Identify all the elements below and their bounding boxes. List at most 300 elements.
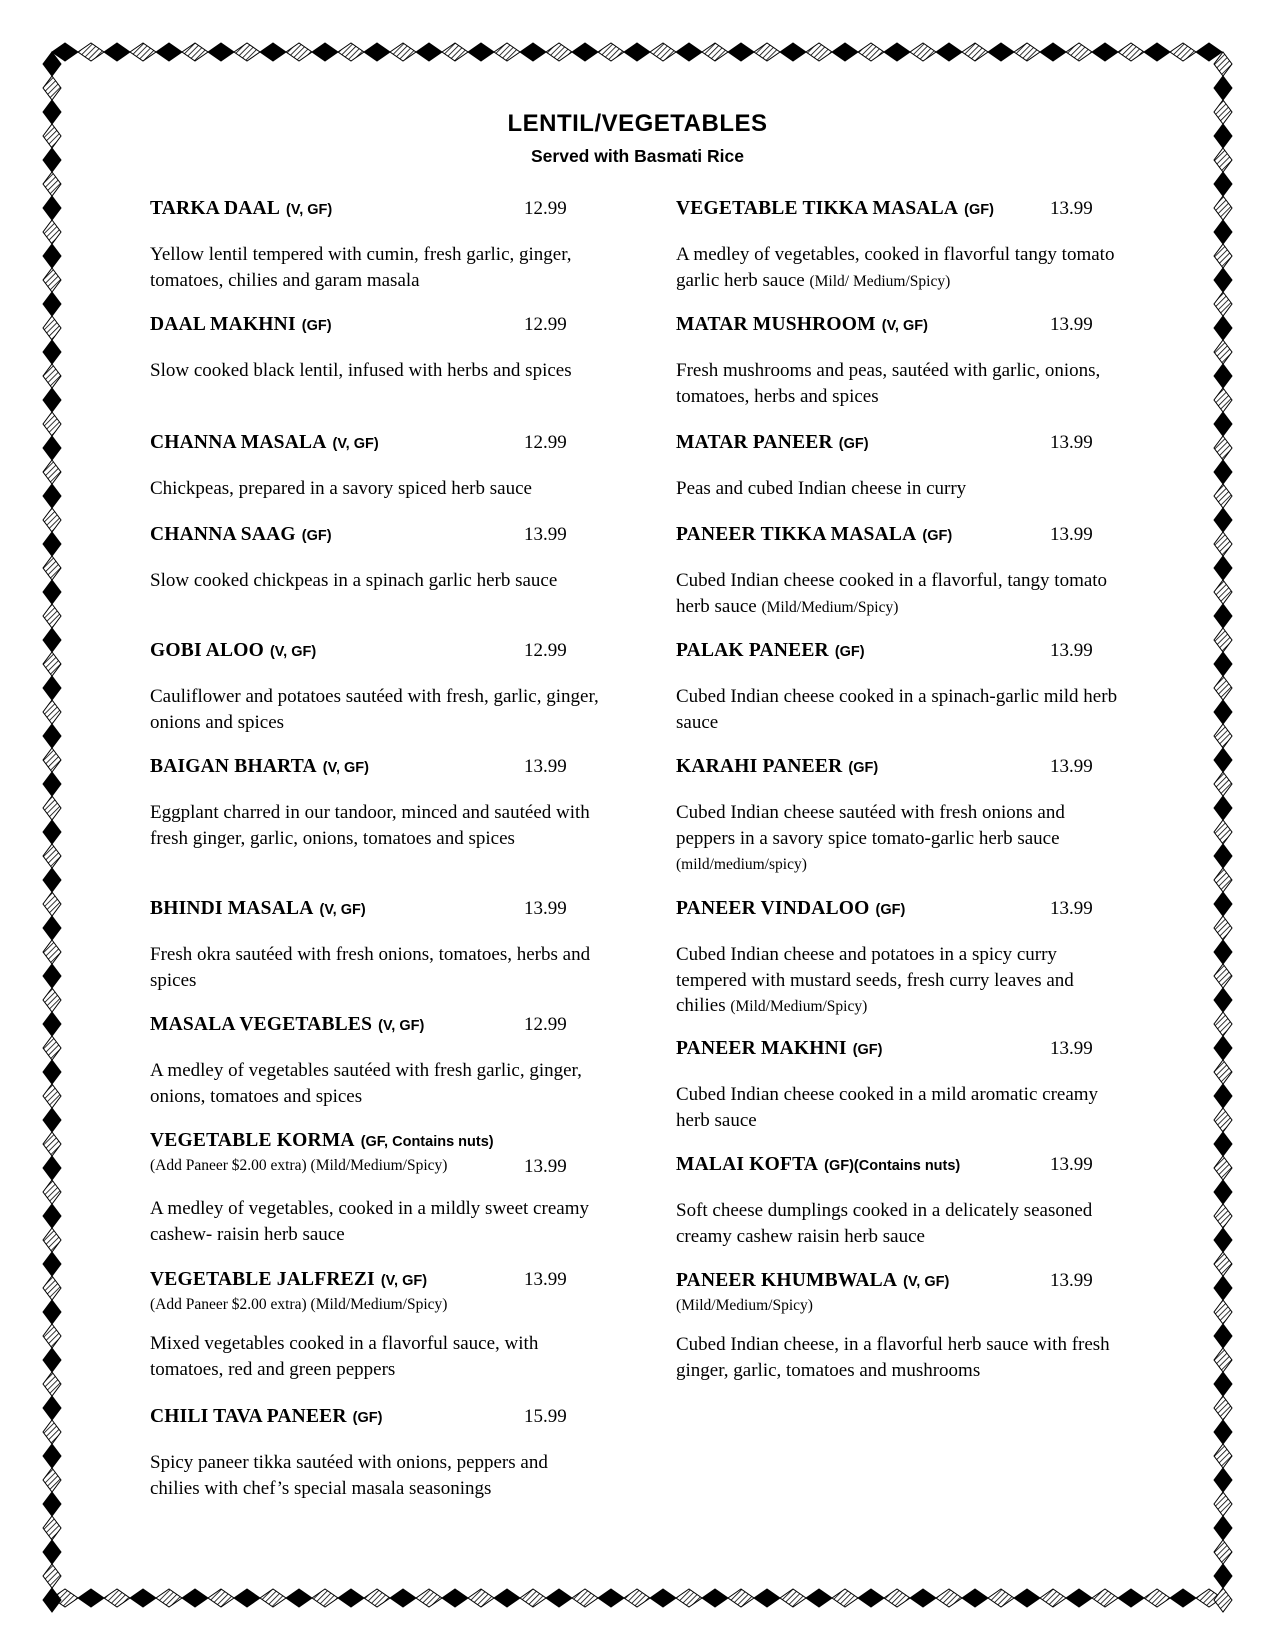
border-segment — [1214, 244, 1232, 268]
item-name: CHANNA MASALA — [150, 432, 327, 453]
border-segment — [1214, 1108, 1232, 1132]
border-segment — [1214, 1492, 1232, 1516]
border-segment — [676, 1589, 702, 1607]
border-segment — [43, 508, 61, 532]
border-segment — [1214, 1180, 1232, 1204]
border-segment — [1092, 43, 1118, 61]
border-segment — [754, 1589, 780, 1607]
border-segment — [43, 556, 61, 580]
border-segment — [130, 1589, 156, 1607]
border-segment — [1170, 43, 1196, 61]
item-price: 13.99 — [1050, 432, 1093, 453]
border-segment — [43, 316, 61, 340]
border-segment — [43, 1444, 61, 1468]
border-segment — [312, 43, 338, 61]
menu-item — [676, 756, 1128, 878]
border-segment — [416, 1589, 442, 1607]
border-segment — [43, 1540, 61, 1564]
item-description — [676, 242, 1128, 294]
menu-item — [676, 432, 1128, 502]
item-description-text: A medley of vegetables, cooked in flavorful tangy tomato garlic herb sauce — [676, 244, 1115, 291]
item-price: 13.99 — [1050, 1154, 1093, 1175]
border-segment — [1214, 1060, 1232, 1084]
item-name: CHILI TAVA PANEER — [150, 1406, 347, 1427]
border-segment — [78, 1589, 104, 1607]
menu-item — [676, 1154, 1128, 1249]
item-description-text: Cubed Indian cheese cooked in a flavorful, tangy tomato herb sauce — [676, 570, 1108, 617]
border-segment — [1214, 532, 1232, 556]
border-segment — [43, 1012, 61, 1036]
border-segment — [1214, 964, 1232, 988]
border-segment — [1214, 1300, 1232, 1324]
border-segment — [780, 1589, 806, 1607]
border-segment — [43, 412, 61, 436]
border-segment — [43, 1420, 61, 1444]
item-name: VEGETABLE TIKKA MASALA — [676, 198, 959, 219]
border-segment — [43, 844, 61, 868]
item-price: 12.99 — [524, 314, 567, 335]
item-tag: (GF) — [838, 436, 869, 452]
border-segment — [1214, 676, 1232, 700]
border-segment — [1214, 1276, 1232, 1300]
item-name: PANEER MAKHNI — [676, 1038, 847, 1059]
border-segment — [1214, 388, 1232, 412]
border-segment — [806, 1589, 832, 1607]
border-segment — [1214, 1204, 1232, 1228]
border-segment — [1214, 196, 1232, 220]
border-segment — [156, 1589, 182, 1607]
border-segment — [1214, 1516, 1232, 1540]
border-segment — [754, 43, 780, 61]
border-segment — [43, 1588, 61, 1612]
border-segment — [806, 43, 832, 61]
border-segment — [1214, 748, 1232, 772]
border-segment — [702, 43, 728, 61]
item-tag: (V, GF) — [322, 760, 369, 776]
item-price: 13.99 — [524, 524, 567, 545]
border-segment — [1144, 43, 1170, 61]
border-segment — [702, 1589, 728, 1607]
border-segment — [43, 724, 61, 748]
border-segment — [598, 1589, 624, 1607]
item-tag: (V, GF) — [269, 644, 317, 660]
item-tag: (V, GF) — [378, 1018, 425, 1034]
border-segment — [43, 892, 61, 916]
border-segment — [910, 43, 936, 61]
border-segment — [1214, 628, 1232, 652]
item-tag: (GF) — [964, 202, 994, 218]
border-segment — [1214, 1396, 1232, 1420]
menu-item — [150, 756, 602, 851]
menu-item — [150, 1269, 602, 1382]
border-segment — [1214, 1012, 1232, 1036]
border-segment — [1214, 724, 1232, 748]
border-segment — [1214, 1132, 1232, 1156]
item-description: Slow cooked chickpeas in a spinach garlic herb sauce — [150, 570, 558, 591]
item-description: Cubed Indian cheese cooked in a mild aromatic creamy herb sauce — [676, 1084, 1099, 1131]
border-segment — [43, 1180, 61, 1204]
item-price: 13.99 — [1050, 1038, 1093, 1059]
border-segment — [260, 43, 286, 61]
border-segment — [43, 748, 61, 772]
border-segment — [43, 172, 61, 196]
item-description: Mixed vegetables cooked in a flavorful sauce, with tomatoes, red and green peppers — [150, 1333, 539, 1380]
item-description — [676, 800, 1128, 878]
spice-level-note: (mild/medium/spicy) — [676, 856, 807, 873]
border-segment — [390, 43, 416, 61]
item-name: PANEER VINDALOO — [676, 898, 870, 919]
border-segment — [936, 43, 962, 61]
border-segment — [286, 43, 312, 61]
border-segment — [234, 43, 260, 61]
border-segment — [43, 1372, 61, 1396]
border-segment — [1214, 1084, 1232, 1108]
menu-item — [676, 640, 1128, 735]
page-title: LENTIL/VEGETABLES — [507, 110, 768, 137]
border-segment — [780, 43, 806, 61]
border-segment — [520, 43, 546, 61]
item-description: Soft cheese dumplings cooked in a delicately seasoned creamy cashew raisin herb sauce — [676, 1200, 1093, 1247]
border-segment — [43, 364, 61, 388]
border-segment — [936, 1589, 962, 1607]
border-segment — [43, 868, 61, 892]
border-segment — [43, 460, 61, 484]
border-segment — [1214, 1540, 1232, 1564]
border-segment — [1214, 436, 1232, 460]
item-price: 13.99 — [1050, 314, 1093, 335]
menu-item — [676, 524, 1128, 620]
border-segment — [260, 1589, 286, 1607]
menu-item — [676, 198, 1128, 294]
border-segment — [858, 1589, 884, 1607]
border-segment — [1214, 76, 1232, 100]
border-segment — [43, 292, 61, 316]
border-segment — [1214, 652, 1232, 676]
menu-item — [150, 198, 602, 293]
item-description: Eggplant charred in our tandoor, minced and sautéed with fresh ginger, garlic, onions, tomatoes and spices — [150, 802, 590, 849]
border-segment — [43, 916, 61, 940]
border-segment — [1214, 1156, 1232, 1180]
item-description: Cubed Indian cheese cooked in a spinach-garlic mild herb sauce — [676, 686, 1118, 733]
border-segment — [546, 43, 572, 61]
border-segment — [1214, 700, 1232, 724]
item-description-text: Cubed Indian cheese and potatoes in a spicy curry tempered with mustard seeds, fresh curry leaves and chilies — [676, 944, 1074, 1016]
item-description-text: Cubed Indian cheese sautéed with fresh onions and peppers in a savory spice tomato-garlic herb sauce — [676, 802, 1065, 849]
border-segment — [234, 1589, 260, 1607]
border-segment — [1214, 1588, 1232, 1612]
border-segment — [1214, 556, 1232, 580]
border-segment — [832, 1589, 858, 1607]
menu-item — [676, 1270, 1128, 1383]
spice-level-note: (Mild/Medium/Spicy) — [730, 998, 868, 1015]
border-segment — [1118, 43, 1144, 61]
item-note: (Add Paneer $2.00 extra) (Mild/Medium/Spicy) — [150, 1157, 448, 1174]
spice-level-note: (Mild/ Medium/Spicy) — [809, 272, 951, 290]
menu-item — [150, 640, 602, 735]
border-segment — [208, 1589, 234, 1607]
item-price: 12.99 — [524, 1014, 567, 1035]
border-segment — [43, 1348, 61, 1372]
item-tag: (V, GF) — [319, 902, 366, 918]
border-segment — [676, 43, 702, 61]
border-segment — [1214, 340, 1232, 364]
border-segment — [546, 1589, 572, 1607]
border-segment — [1014, 1589, 1040, 1607]
item-description: Fresh okra sautéed with fresh onions, tomatoes, herbs and spices — [150, 944, 591, 991]
border-segment — [468, 43, 494, 61]
border-segment — [43, 388, 61, 412]
item-price: 13.99 — [1050, 524, 1093, 545]
item-description: Cauliflower and potatoes sautéed with fresh, garlic, ginger, onions and spices — [150, 686, 599, 733]
item-description: Spicy paneer tikka sautéed with onions, peppers and chilies with chef’s special masala seasonings — [150, 1452, 548, 1499]
border-segment — [572, 43, 598, 61]
item-note: (Mild/Medium/Spicy) — [676, 1297, 813, 1314]
border-segment — [442, 43, 468, 61]
border-segment — [104, 43, 130, 61]
border-segment — [1214, 364, 1232, 388]
item-tag: (GF) — [922, 528, 953, 544]
item-name: CHANNA SAAG — [150, 524, 296, 545]
border-segment — [1214, 292, 1232, 316]
border-segment — [1214, 772, 1232, 796]
border-segment — [1214, 868, 1232, 892]
border-segment — [624, 1589, 650, 1607]
border-segment — [43, 580, 61, 604]
border-segment — [78, 43, 104, 61]
border-segment — [338, 43, 364, 61]
border-segment — [1170, 1589, 1196, 1607]
item-tag: (V, GF) — [903, 1274, 950, 1290]
border-segment — [1214, 796, 1232, 820]
menu-item — [676, 314, 1128, 409]
border-segment — [1214, 316, 1232, 340]
menu-item — [150, 524, 602, 594]
border-segment — [43, 340, 61, 364]
border-segment — [43, 796, 61, 820]
item-tag: (V, GF) — [881, 318, 928, 334]
item-description: Peas and cubed Indian cheese in curry — [676, 478, 967, 499]
border-segment — [624, 43, 650, 61]
border-segment — [1214, 1036, 1232, 1060]
border-segment — [494, 1589, 520, 1607]
border-segment — [43, 652, 61, 676]
border-segment — [312, 1589, 338, 1607]
border-segment — [43, 268, 61, 292]
border-segment — [728, 1589, 754, 1607]
border-segment — [43, 676, 61, 700]
item-name: MATAR MUSHROOM — [676, 314, 876, 335]
spice-level-note: (Mild/Medium/Spicy) — [761, 598, 899, 616]
border-segment — [1214, 172, 1232, 196]
item-price: 12.99 — [524, 198, 567, 219]
menu-item — [150, 1130, 602, 1247]
border-segment — [1214, 892, 1232, 916]
border-segment — [650, 1589, 676, 1607]
border-segment — [43, 1108, 61, 1132]
item-description: Slow cooked black lentil, infused with herbs and spices — [150, 360, 572, 381]
border-segment — [104, 1589, 130, 1607]
item-name: BHINDI MASALA — [150, 898, 314, 919]
border-segment — [43, 220, 61, 244]
border-segment — [1214, 1444, 1232, 1468]
border-segment — [442, 1589, 468, 1607]
item-description: Yellow lentil tempered with cumin, fresh garlic, ginger, tomatoes, chilies and garam masala — [150, 244, 572, 291]
border-segment — [1214, 820, 1232, 844]
border-segment — [1214, 988, 1232, 1012]
border-segment — [1214, 1372, 1232, 1396]
page-subtitle: Served with Basmati Rice — [531, 146, 744, 166]
border-segment — [364, 1589, 390, 1607]
item-price: 13.99 — [1050, 898, 1093, 919]
border-segment — [43, 1468, 61, 1492]
item-description: A medley of vegetables sautéed with fresh garlic, ginger, onions, tomatoes and spices — [150, 1060, 582, 1107]
menu-item — [150, 432, 602, 502]
border-segment — [598, 43, 624, 61]
border-segment — [1214, 1324, 1232, 1348]
border-segment — [1214, 460, 1232, 484]
border-segment — [43, 964, 61, 988]
item-price: 13.99 — [524, 1269, 567, 1290]
border-segment — [390, 1589, 416, 1607]
border-segment — [1014, 43, 1040, 61]
border-segment — [43, 532, 61, 556]
border-segment — [988, 1589, 1014, 1607]
item-name: TARKA DAAL — [150, 198, 281, 219]
border-segment — [1066, 1589, 1092, 1607]
item-price: 13.99 — [524, 1156, 567, 1177]
border-segment — [43, 1252, 61, 1276]
menu-item — [150, 1014, 602, 1109]
border-segment — [1214, 1252, 1232, 1276]
item-tag: (GF) — [852, 1042, 883, 1058]
item-name: DAAL MAKHNI — [150, 314, 296, 335]
border-segment — [43, 1036, 61, 1060]
item-price: 15.99 — [524, 1406, 567, 1427]
item-price: 13.99 — [524, 898, 567, 919]
border-segment — [43, 1324, 61, 1348]
border-segment — [1214, 940, 1232, 964]
item-tag: (GF) — [301, 528, 332, 544]
border-segment — [43, 1084, 61, 1108]
border-segment — [1144, 1589, 1170, 1607]
border-segment — [1214, 604, 1232, 628]
border-segment — [338, 1589, 364, 1607]
menu-item — [150, 314, 602, 384]
border-segment — [962, 43, 988, 61]
border-segment — [1040, 43, 1066, 61]
border-segment — [728, 43, 754, 61]
border-segment — [1214, 484, 1232, 508]
border-segment — [43, 1516, 61, 1540]
border-segment — [1214, 1228, 1232, 1252]
item-tag: (V, GF) — [286, 202, 333, 218]
border-segment — [1214, 580, 1232, 604]
border-segment — [1214, 844, 1232, 868]
item-name: VEGETABLE JALFREZI — [150, 1269, 375, 1290]
item-name: BAIGAN BHARTA — [150, 756, 317, 777]
item-price: 13.99 — [1050, 198, 1093, 219]
border-segment — [43, 988, 61, 1012]
border-segment — [43, 484, 61, 508]
border-segment — [1214, 1420, 1232, 1444]
border-segment — [1118, 1589, 1144, 1607]
border-segment — [43, 628, 61, 652]
menu-item — [676, 898, 1128, 1020]
item-tag: (GF)(Contains nuts) — [824, 1158, 961, 1174]
item-name: PANEER TIKKA MASALA — [676, 524, 917, 545]
border-segment — [1066, 43, 1092, 61]
border-segment — [468, 1589, 494, 1607]
border-segment — [182, 43, 208, 61]
border-segment — [43, 820, 61, 844]
item-tag: (GF) — [352, 1410, 383, 1426]
item-name: MASALA VEGETABLES — [150, 1014, 373, 1035]
item-tag: (GF) — [848, 760, 879, 776]
border-segment — [43, 1492, 61, 1516]
item-tag: (GF, Contains nuts) — [360, 1134, 494, 1150]
border-segment — [572, 1589, 598, 1607]
border-segment — [1214, 1564, 1232, 1588]
border-segment — [884, 43, 910, 61]
border-segment — [1214, 220, 1232, 244]
item-name: KARAHI PANEER — [676, 756, 843, 777]
border-segment — [1214, 916, 1232, 940]
border-segment — [43, 244, 61, 268]
item-name: PANEER KHUMBWALA — [676, 1270, 898, 1291]
item-description: Cubed Indian cheese, in a flavorful herb sauce with fresh ginger, garlic, tomatoes and mushrooms — [676, 1334, 1110, 1381]
menu-item — [150, 898, 602, 993]
border-segment — [650, 43, 676, 61]
border-segment — [286, 1589, 312, 1607]
item-tag: (GF) — [834, 644, 865, 660]
border-segment — [43, 1396, 61, 1420]
border-segment — [43, 940, 61, 964]
border-segment — [416, 43, 442, 61]
item-price: 13.99 — [1050, 1270, 1093, 1291]
item-name: MATAR PANEER — [676, 432, 833, 453]
menu-item — [150, 1406, 602, 1501]
border-segment — [1214, 1468, 1232, 1492]
border-segment — [910, 1589, 936, 1607]
border-segment — [43, 700, 61, 724]
item-price: 13.99 — [1050, 640, 1093, 661]
item-name: MALAI KOFTA — [676, 1154, 819, 1175]
item-description — [676, 942, 1128, 1020]
border-segment — [43, 1276, 61, 1300]
item-price: 12.99 — [524, 432, 567, 453]
item-tag: (V, GF) — [380, 1273, 428, 1289]
border-segment — [43, 1204, 61, 1228]
border-segment — [43, 436, 61, 460]
item-tag: (V, GF) — [332, 436, 379, 452]
border-segment — [43, 1228, 61, 1252]
item-tag: (GF) — [301, 318, 332, 334]
border-segment — [43, 196, 61, 220]
border-segment — [1092, 1589, 1118, 1607]
border-segment — [962, 1589, 988, 1607]
border-segment — [208, 43, 234, 61]
border-segment — [43, 1300, 61, 1324]
border-segment — [364, 43, 390, 61]
item-price: 13.99 — [1050, 756, 1093, 777]
border-segment — [43, 76, 61, 100]
border-segment — [858, 43, 884, 61]
item-price: 13.99 — [524, 756, 567, 777]
item-price: 12.99 — [524, 640, 567, 661]
item-description — [676, 568, 1128, 620]
border-segment — [156, 43, 182, 61]
item-name: PALAK PANEER — [676, 640, 829, 661]
